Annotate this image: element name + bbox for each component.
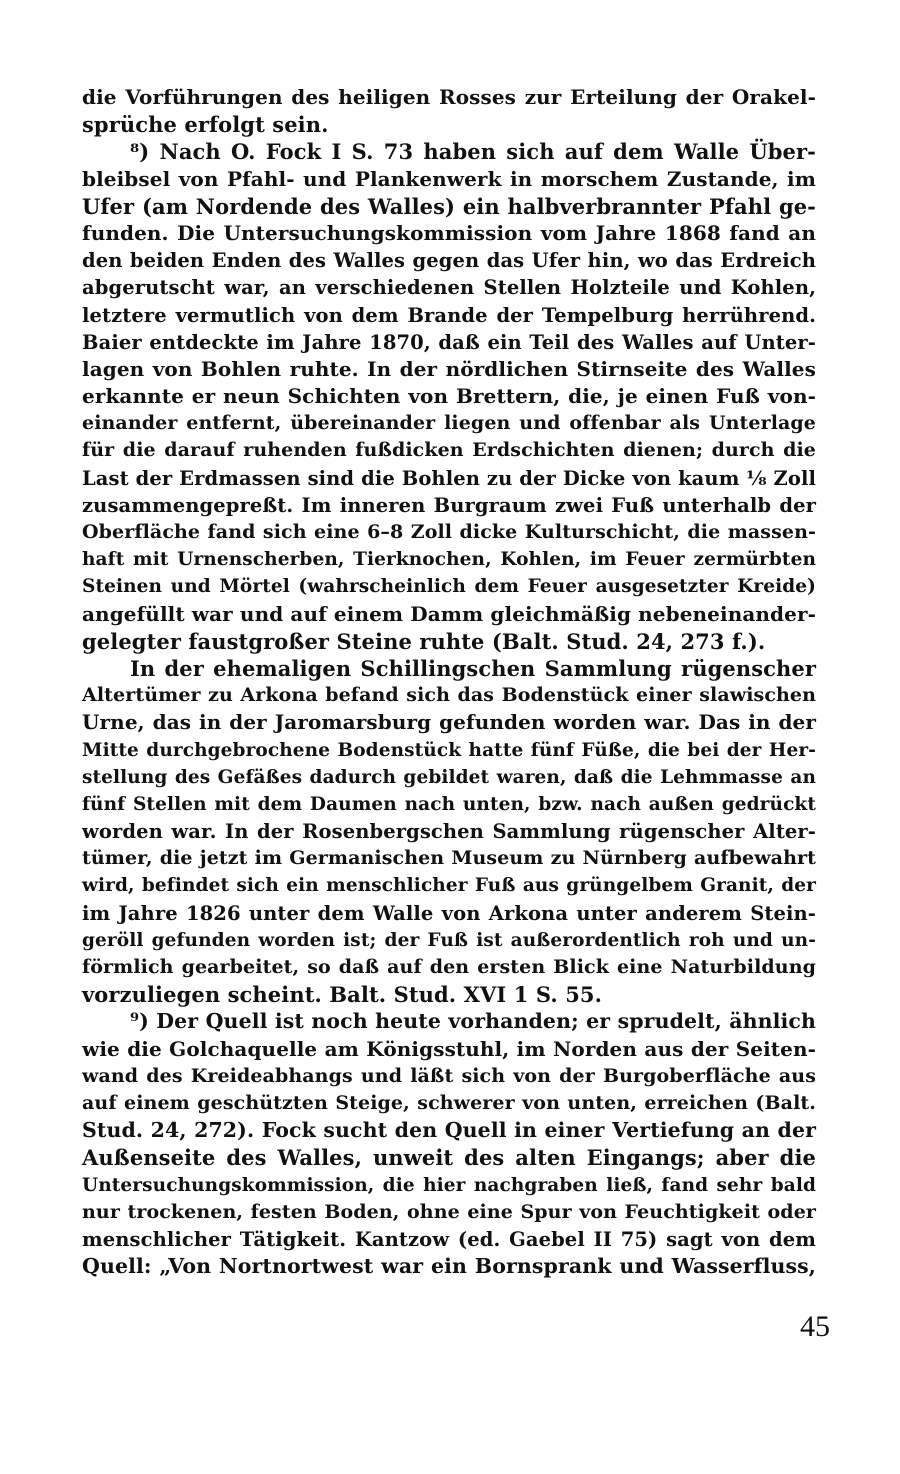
text-line: bleibsel von Pfahl- und Plankenwerk in morschem Zustande, im	[82, 166, 816, 191]
text-line: erkannte er neun Schichten von Brettern, die, je einen Fuß von-	[82, 384, 816, 409]
text-line: fünf Stellen mit dem Daumen nach unten, bzw. nach außen gedrückt	[82, 793, 816, 815]
text-line: wie die Golchaquelle am Königsstuhl, im Norden aus der Seiten-	[82, 1036, 816, 1061]
text-line: Urne, das in der Jaromarsburg gefunden worden war. Das in der	[82, 710, 816, 735]
text-line: abgerutscht war, an verschiedenen Stellen Holzteile und Kohlen,	[82, 276, 816, 300]
text-line: wird, befindet sich ein menschlicher Fuß aus grüngelbem Granit, der	[82, 875, 816, 897]
text-line: tümer, die jetzt im Germanischen Museum zu Nürnberg aufbewahrt	[82, 847, 816, 870]
text-line: Last der Erdmassen sind die Bohlen zu der Dicke von kaum ⅛ Zoll	[82, 466, 816, 490]
text-line: haft mit Urnenscherben, Tierknochen, Kohlen, im Feuer zermürbten	[82, 549, 816, 571]
text-line: stellung des Gefäßes dadurch gebildet waren, daß die Lehmmasse an	[82, 766, 816, 788]
text-line: auf einem geschützten Steige, schwerer von unten, erreichen (Balt.	[82, 1091, 816, 1114]
text-line: ⁹) Der Quell ist noch heute vorhanden; er sprudelt, ähnlich	[130, 1009, 816, 1034]
text-line: geröll gefunden worden ist; der Fuß ist außerordentlich roh und un-	[82, 929, 816, 951]
text-line: Quell: „Von Nortnortwest war ein Bornsprank und Wasserfluss,	[82, 1254, 816, 1279]
text-line: vorzuliegen scheint. Balt. Stud. XVI 1 S. 55.	[82, 982, 603, 1008]
text-line: funden. Die Untersuchungskommission vom Jahre 1868 fand an	[82, 220, 816, 245]
text-line: wand des Kreideabhangs und läßt sich von der Burgoberfläche aus	[82, 1064, 816, 1087]
text-line: menschlicher Tätigkeit. Kantzow (ed. Gaebel II 75) sagt von dem	[82, 1227, 816, 1251]
text-line: sprüche erfolgt sein.	[82, 112, 329, 138]
text-line: In der ehemaligen Schillingschen Sammlung rügenscher	[130, 655, 816, 681]
text-line: letztere vermutlich von dem Brande der Tempelburg herrührend.	[82, 303, 816, 327]
text-line: den beiden Enden des Walles gegen das Ufer hin, wo das Erdreich	[82, 249, 816, 273]
text-line: die Vorführungen des heiligen Rosses zur Erteilung der Orakel-	[82, 85, 816, 109]
body-text	[82, 84, 816, 1280]
text-line: nur trockenen, festen Boden, ohne eine Spur von Feuchtigkeit oder	[82, 1200, 816, 1223]
text-line: einander entfernt, übereinander liegen und offenbar als Unterlage	[82, 412, 816, 435]
text-line: gelegter faustgroßer Steine ruhte (Balt. Stud. 24, 273 f.).	[82, 628, 766, 654]
text-line: Untersuchungskommission, die hier nachgraben ließ, fand sehr bald	[82, 1174, 816, 1196]
text-line: Oberfläche fand sich eine 6–8 Zoll dicke Kulturschicht, die massen-	[82, 521, 816, 543]
text-line: Baier entdeckte im Jahre 1870, daß ein Teil des Walles auf Unter-	[82, 330, 816, 354]
page-number: 45	[800, 1310, 830, 1343]
text-line: Ufer (am Nordende des Walles) ein halbverbrannter Pfahl ge-	[82, 193, 816, 219]
text-line: Außenseite des Walles, unweit des alten Eingangs; aber die	[82, 1145, 816, 1171]
text-line: lagen von Bohlen ruhte. In der nördlichen Stirnseite des Walles	[82, 356, 816, 381]
text-line: Mitte durchgebrochene Bodenstück hatte fünf Füße, die bei der Her-	[82, 739, 816, 761]
text-line: für die darauf ruhenden fußdicken Erdschichten dienen; durch die	[82, 439, 816, 462]
text-line: Steinen und Mörtel (wahrscheinlich dem Feuer ausgesetzter Kreide)	[82, 576, 816, 598]
text-line: worden war. In der Rosenbergschen Sammlung rügenscher Alter-	[82, 820, 816, 844]
text-line: Altertümer zu Arkona befand sich das Bodenstück einer slawischen	[82, 684, 816, 707]
text-line: Stud. 24, 272). Fock sucht den Quell in einer Vertiefung an der	[82, 1118, 816, 1143]
text-line: zusammengepreßt. Im inneren Burgraum zwei Fuß unterhalb der	[82, 493, 816, 517]
text-line: ⁸) Nach O. Fock I S. 73 haben sich auf dem Walle Über-	[130, 139, 816, 165]
text-line: im Jahre 1826 unter dem Walle von Arkona unter anderem Stein-	[82, 901, 816, 925]
text-line: förmlich gearbeitet, so daß auf den ersten Blick eine Naturbildung	[82, 956, 816, 978]
text-line: angefüllt war und auf einem Damm gleichmäßig nebeneinander-	[82, 601, 816, 626]
